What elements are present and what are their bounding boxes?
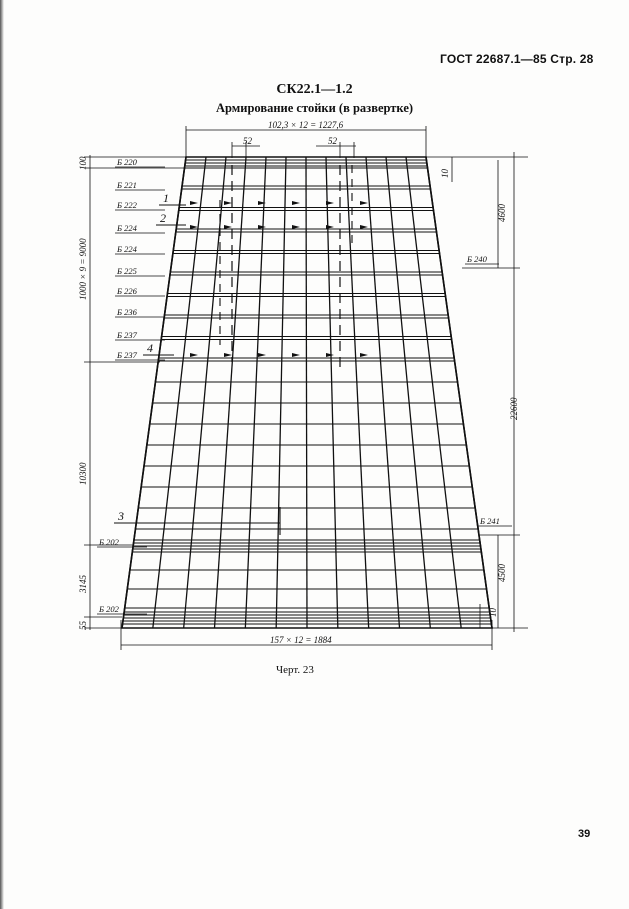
longitudinal-bar [426,157,492,628]
arrow-mark [258,353,266,357]
arrow-mark [292,353,300,357]
arrow-mark [190,353,198,357]
dim-left-top: 100 [78,156,88,170]
dim-spacing-left: 52 [243,136,252,146]
arrow-mark [326,201,334,205]
figure-caption: Черт. 23 [276,664,314,676]
bar-mark-left: Б 237 [117,330,137,340]
bar-marks [97,157,512,614]
longitudinal-bar [406,157,461,628]
bar-mark-left: Б 220 [117,157,137,167]
arrow-mark [224,353,232,357]
position-number: 4 [147,341,153,355]
arrow-mark [292,201,300,205]
longitudinal-bar [276,157,286,628]
longitudinal-bar [153,157,206,628]
arrow-mark [258,201,266,205]
dim-right-upper: 4600 [497,204,507,222]
bar-mark-left: Б 221 [117,180,137,190]
arrow-mark [224,225,232,229]
position-number: 3 [118,509,124,523]
bar-mark-right: Б 240 [467,254,487,264]
arrow-mark [292,225,300,229]
dim-bottom-width: 157 × 12 = 1884 [270,635,332,645]
bar-mark-right: Б 241 [480,516,500,526]
bar-mark-left: Б 237 [117,350,137,360]
arrow-mark [258,225,266,229]
drawing-subtitle: Армирование стойки (в развертке) [215,101,414,115]
dim-left-lower: 3145 [78,575,88,593]
reinforcement-grid [122,157,492,628]
position-number: 2 [160,211,166,225]
position-number: 1 [163,191,169,205]
drawing-title: СК22.1—1.2 [276,82,353,97]
bar-mark-left: Б 236 [117,307,137,317]
bar-mark-left: Б 225 [117,266,137,276]
arrow-mark [326,225,334,229]
longitudinal-bar [306,157,307,628]
document-header: ГОСТ 22687.1—85 Стр. 28 [440,52,594,66]
bar-mark-left: Б 224 [117,223,137,233]
bar-mark-left: Б 224 [117,244,137,254]
dim-top-width: 102,3 × 12 = 1227,6 [268,120,344,130]
arrow-mark [326,353,334,357]
arrow-mark [224,201,232,205]
longitudinal-bar [386,157,430,628]
bar-mark-left: Б 226 [117,286,137,296]
arrow-mark [360,353,368,357]
dim-spacing-right: 52 [328,136,337,146]
dim-left-middle: 10300 [78,462,88,485]
arrow-mark [190,225,198,229]
page-number: 39 [578,828,591,840]
bar-mark-left: Б 202 [99,604,119,614]
dim-right-lower: 4500 [497,564,507,582]
dim-right-total: 22600 [509,397,519,420]
arrow-mark [360,225,368,229]
dim-right-top: 10 [440,169,450,178]
arrow-mark [360,201,368,205]
dim-left-bottom: 55 [78,621,88,630]
bar-mark-left: Б 202 [99,537,119,547]
longitudinal-bar [366,157,400,628]
arrow-mark [190,201,198,205]
bar-mark-left: Б 222 [117,200,137,210]
dim-left-upper: 1000 × 9 = 9000 [78,238,88,300]
dim-right-bottom: 10 [488,608,498,617]
